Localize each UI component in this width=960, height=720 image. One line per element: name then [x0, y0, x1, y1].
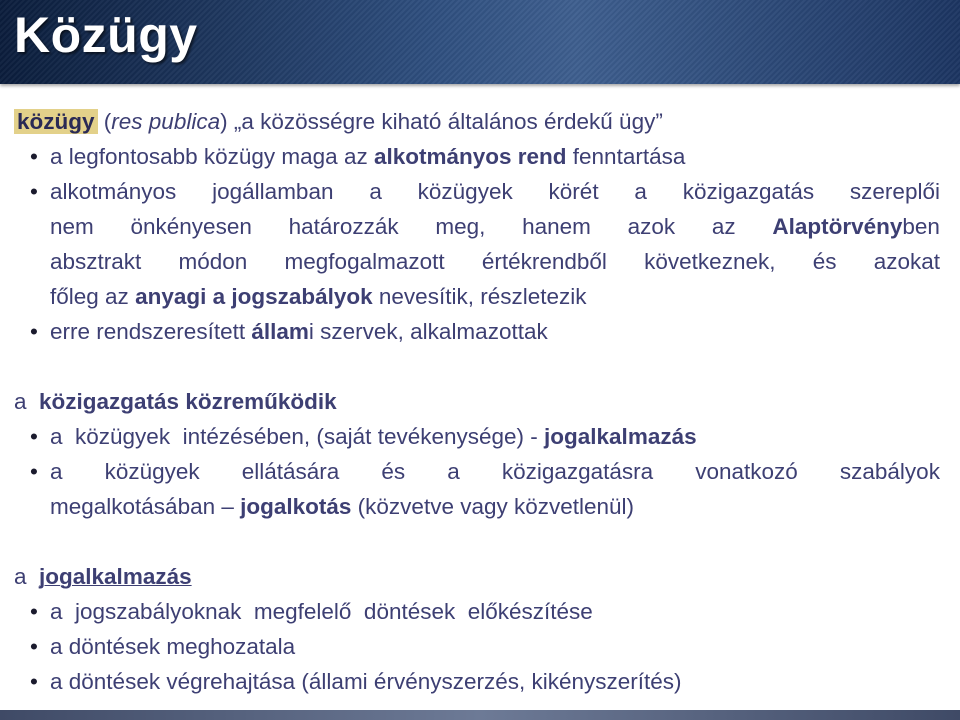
list-item-continuation: megalkotásában – jogalkotás (közvetve vagy közvetlenül)	[50, 494, 635, 519]
list-item: • a döntések meghozatala	[0, 629, 960, 664]
title-banner	[0, 0, 960, 84]
section-heading: a közigazgatás közreműködik	[14, 389, 337, 414]
list-item-continuation: absztrakt módon megfogalmazott értékrendből következnek, és azokat	[50, 249, 940, 274]
bullet-icon: •	[30, 179, 38, 204]
list-item: • alkotmányos jogállamban a közügyek körét a közigazgatás szereplői	[0, 174, 960, 209]
list-item: • a döntések végrehajtása (állami érvényszerzés, kikényszerítés)	[0, 664, 960, 699]
list-item-continuation: nem önkényesen határozzák meg, hanem azok az Alaptörvényben	[50, 214, 940, 239]
list-item: • erre rendszeresített állami szervek, alkalmazottak	[0, 314, 960, 349]
spacer	[0, 349, 960, 384]
definition-text: ) „a közösségre kiható általános érdekű ügy”	[220, 109, 663, 134]
section-heading: a jogalkalmazás	[14, 564, 192, 589]
page-title: Közügy	[14, 7, 198, 63]
definition-line	[0, 104, 960, 139]
slide-content	[0, 104, 960, 699]
footer-bar	[0, 710, 960, 720]
latin-open: (	[103, 109, 112, 134]
bullet-icon: •	[30, 319, 38, 344]
term-highlight: közügy	[14, 109, 98, 134]
latin-term: res publica	[111, 109, 221, 134]
list-item: • a jogszabályoknak megfelelő döntések előkészítése	[0, 594, 960, 629]
bullet-icon: •	[30, 669, 38, 694]
bullet-icon: •	[30, 599, 38, 624]
list-item: • a közügyek intézésében, (saját tevékenysége) - jogalkalmazás	[0, 419, 960, 454]
spacer	[0, 524, 960, 559]
bullet-icon: •	[30, 634, 38, 659]
bullet-icon: •	[30, 424, 38, 449]
bullet-icon: •	[30, 459, 38, 484]
list-item: • a legfontosabb közügy maga az alkotmányos rend fenntartása	[0, 139, 960, 174]
list-item-continuation: főleg az anyagi a jogszabályok nevesítik, részletezik	[50, 284, 587, 309]
list-item: • a közügyek ellátására és a közigazgatásra vonatkozó szabályok	[0, 454, 960, 489]
bullet-icon: •	[30, 144, 38, 169]
